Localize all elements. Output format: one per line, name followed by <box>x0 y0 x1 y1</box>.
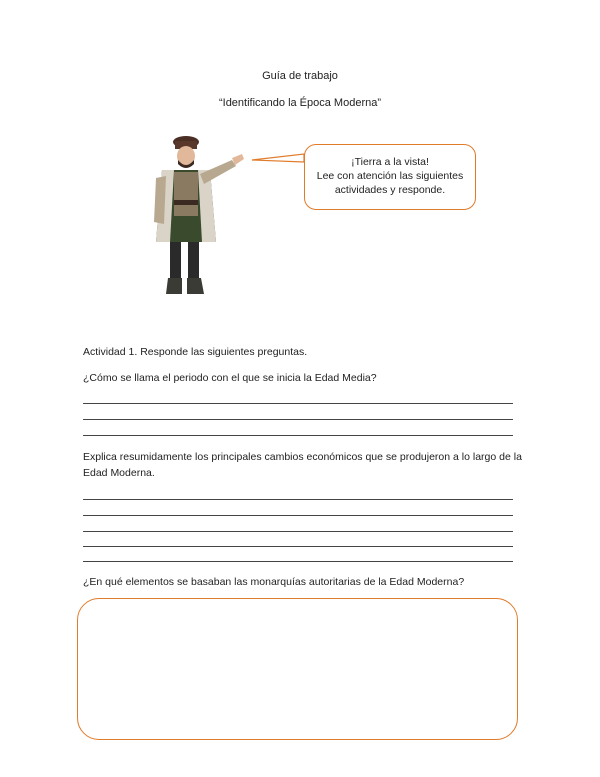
worksheet-title: Guía de trabajo <box>262 70 338 82</box>
question-1: ¿Cómo se llama el periodo con el que se inicia la Edad Media? <box>83 372 377 384</box>
answer-line[interactable] <box>83 531 513 532</box>
speech-bubble <box>304 144 476 210</box>
explorer-figure <box>140 132 310 300</box>
activity-heading: Actividad 1. Responde las siguientes preguntas. <box>83 346 308 358</box>
bubble-line-2: Lee con atención las siguientes <box>316 170 464 182</box>
answer-box[interactable] <box>77 598 518 740</box>
answer-line[interactable] <box>83 435 513 436</box>
question-2-line-2: Edad Moderna. <box>83 467 155 479</box>
answer-line[interactable] <box>83 419 513 420</box>
bubble-tail <box>252 154 304 162</box>
answer-line[interactable] <box>83 515 513 516</box>
answer-line[interactable] <box>83 561 513 562</box>
answer-line[interactable] <box>83 403 513 404</box>
question-2 <box>83 449 523 481</box>
bubble-line-1: ¡Tierra a la vista! <box>351 156 429 168</box>
answer-line[interactable] <box>83 499 513 500</box>
worksheet-subtitle: “Identificando la Época Moderna” <box>218 97 382 109</box>
question-3: ¿En qué elementos se basaban las monarquías autoritarias de la Edad Moderna? <box>83 576 465 588</box>
bubble-line-3: actividades y responde. <box>334 184 446 196</box>
question-2-line-1: Explica resumidamente los principales cambios económicos que se produjeron a lo largo de la <box>83 451 522 463</box>
answer-line[interactable] <box>83 546 513 547</box>
